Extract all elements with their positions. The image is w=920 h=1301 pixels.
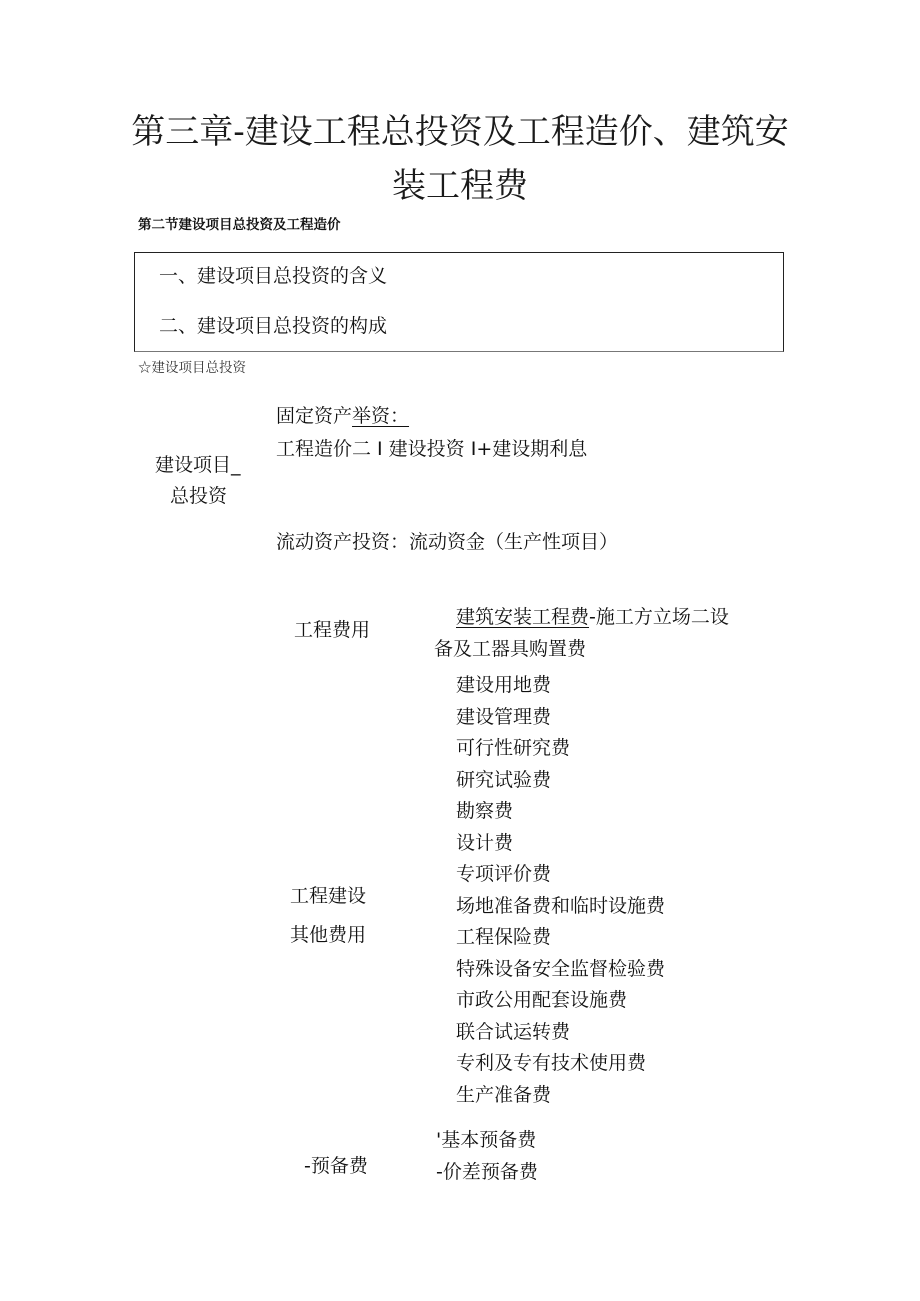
outline-item-meaning: 一、建设项目总投资的含义 (159, 265, 388, 287)
other-cost-item: 勘察费 (456, 800, 514, 822)
other-cost-item: 生产准备费 (456, 1084, 552, 1106)
other-cost-item: 建设用地费 (456, 674, 552, 696)
section-heading: 第二节建设项目总投资及工程造价 (138, 217, 341, 233)
fixed-asset-prefix: 固定资产 (276, 405, 353, 427)
other-cost-item: 工程保险费 (456, 926, 552, 948)
other-costs-label-line-1: 工程建设 (290, 885, 367, 907)
chapter-title-line-1: 第三章-建设工程总投资及工程造价、建筑安 (131, 112, 789, 152)
cost-formula: 工程造价二 I 建设投资 I+建设期利息 (276, 438, 588, 460)
total-investment-label-line-2: 总投资 (170, 485, 228, 507)
engineering-cost-line-1 (456, 605, 729, 629)
chapter-title-line-2: 装工程费 (392, 166, 528, 206)
current-asset-investment: 流动资产投资：流动资金（生产性项目） (276, 531, 619, 553)
fixed-asset-underlined: 举资： (352, 405, 410, 427)
other-costs-label-line-2: 其他费用 (290, 924, 367, 946)
construction-installation-cost: 建筑安装工程费 (456, 606, 590, 628)
engineering-cost-label: 工程费用 (294, 619, 371, 641)
reserve-label: -预备费 (304, 1155, 368, 1177)
reserve-item-price-difference: -价差预备费 (436, 1161, 538, 1183)
other-cost-item: 研究试验费 (456, 769, 552, 791)
outline-item-composition: 二、建设项目总投资的构成 (159, 315, 388, 337)
other-cost-item: 可行性研究费 (456, 737, 571, 759)
other-cost-item: 专利及专有技术使用费 (456, 1052, 647, 1074)
engineering-cost-line-2: 备及工器具购置费 (434, 638, 587, 660)
engineering-cost-line-1-rest: -施工方立场二设 (589, 606, 729, 628)
other-cost-item: 建设管理费 (456, 706, 552, 728)
fixed-asset-investment (276, 404, 409, 428)
other-cost-item: 场地准备费和临时设施费 (456, 895, 666, 917)
reserve-item-basic: '基本预备费 (436, 1129, 537, 1151)
other-cost-item: 设计费 (456, 832, 514, 854)
total-investment-label-line-1: 建设项目_ (155, 454, 241, 476)
other-cost-item: 专项评价费 (456, 863, 552, 885)
other-cost-item: 特殊设备安全监督检验费 (456, 958, 666, 980)
other-cost-item: 市政公用配套设施费 (456, 989, 628, 1011)
star-note: ☆建设项目总投资 (138, 360, 246, 376)
outline-box (134, 252, 784, 352)
other-cost-item: 联合试运转费 (456, 1021, 571, 1043)
